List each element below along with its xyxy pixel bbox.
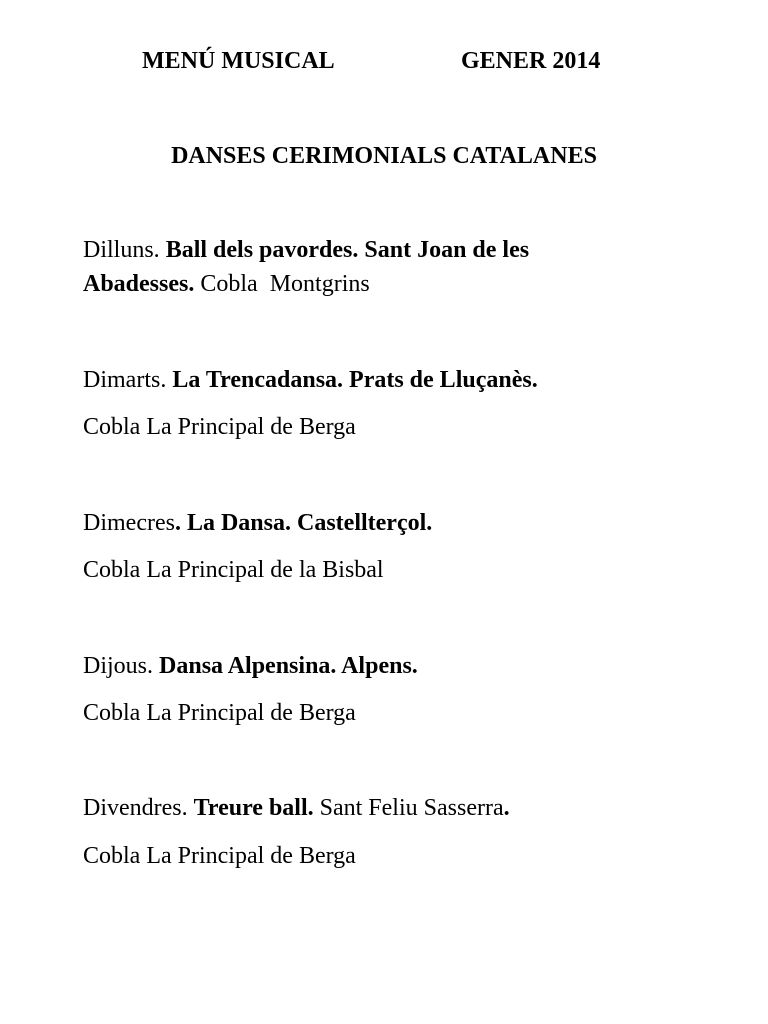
dance-title: La Trencadansa. Prats de Lluçanès. [172, 367, 538, 393]
entry-dimecres-cobla [83, 553, 703, 587]
menu-date: GENER 2014 [461, 48, 601, 74]
dance-title: Dansa Alpensina. Alpens. [159, 653, 418, 679]
entry-dimarts [83, 363, 703, 397]
dance-title: Treure ball. [193, 795, 314, 821]
dance-title: . La Dansa. Castellterçol. [174, 510, 433, 536]
place-period: . [503, 795, 510, 821]
entry-dilluns-line1 [83, 233, 703, 267]
cobla-name: Cobla La Principal de Berga [83, 843, 356, 869]
entry-divendres-line1 [83, 791, 703, 825]
entry-dijous-line1 [83, 649, 703, 683]
entry-dimecres-line1 [83, 506, 703, 540]
dance-title-continued: Abadesses. [83, 271, 195, 297]
entry-dilluns [83, 233, 703, 301]
place-name: Sant Feliu Sasserra [319, 795, 504, 821]
entry-dimarts-line1 [83, 363, 703, 397]
entry-dilluns-line2 [83, 267, 703, 301]
cobla-name: Cobla Montgrins [200, 271, 370, 297]
entry-dijous-cobla [83, 696, 703, 730]
day-label: Dimecres [83, 510, 175, 536]
entry-divendres-cobla [83, 839, 703, 873]
entry-dijous [83, 649, 703, 683]
entry-dimarts-cobla [83, 410, 703, 444]
dance-title: Ball dels pavordes. Sant Joan de les [165, 237, 530, 263]
entry-dimecres [83, 506, 703, 540]
cobla-name: Cobla La Principal de Berga [83, 700, 356, 726]
menu-title: MENÚ MUSICAL [142, 48, 335, 74]
document-header [0, 44, 768, 78]
cobla-name: Cobla La Principal de la Bisbal [83, 557, 384, 583]
day-label: Dilluns. [83, 237, 160, 263]
day-label: Dijous. [83, 653, 154, 679]
entry-divendres [83, 791, 703, 825]
document-subtitle: DANSES CERIMONIALS CATALANES [171, 143, 597, 169]
cobla-name: Cobla La Principal de Berga [83, 414, 356, 440]
day-label: Divendres. [83, 795, 188, 821]
day-label: Dimarts. [83, 367, 167, 393]
